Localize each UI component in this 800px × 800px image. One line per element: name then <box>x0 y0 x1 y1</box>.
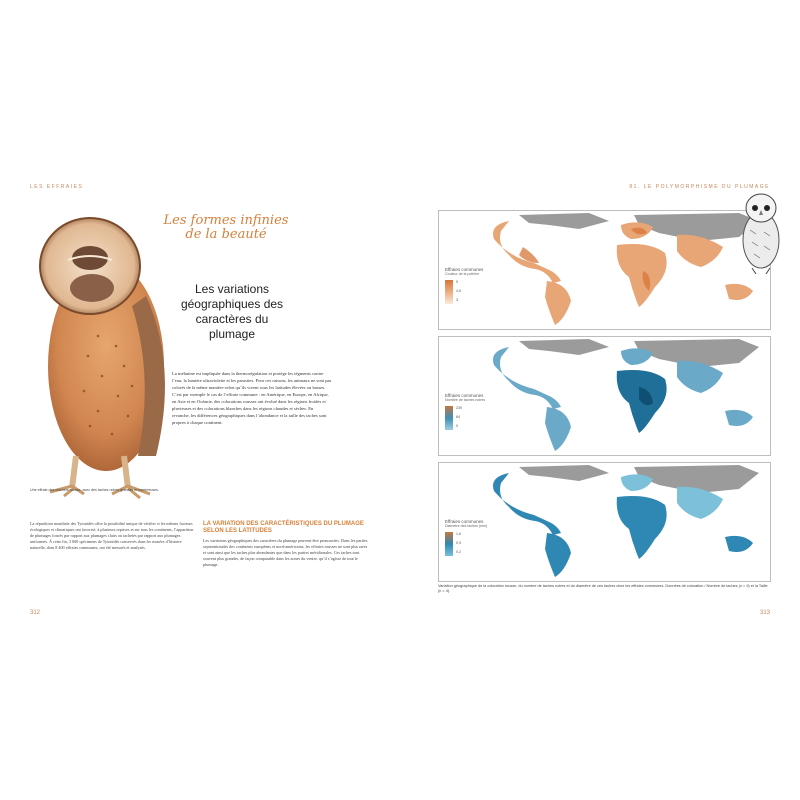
figure-caption: Variation géographique de la coloration rousse, du nombre de taches noires et du diamètre de ces taches chez les effraies communes. Données de coloration / Nombre de taches (n = 9) et la Taille (n = 4). <box>438 584 768 593</box>
legend-subtitle: Nombre de taches noires <box>445 398 486 402</box>
scale-tick: 0 <box>456 424 458 428</box>
scale-tick: 5 <box>456 280 458 284</box>
owl-sketch-illustration <box>734 190 788 274</box>
color-scale <box>445 280 461 304</box>
scale-tick: 0,9 <box>456 541 461 545</box>
map-legend <box>445 393 525 430</box>
barn-owl-illustration <box>28 206 188 506</box>
map-panel-spot-diameter <box>438 462 771 582</box>
page-heading: Les variations géographiques des caractères du plumage <box>180 282 284 341</box>
map-legend <box>445 519 525 556</box>
legend-subtitle: Diamètre des taches (mm) <box>445 524 488 528</box>
legend-title: Effraies communes <box>445 519 484 524</box>
map-legend <box>445 267 525 304</box>
legend-title: Effraies communes <box>445 267 484 272</box>
script-title: Les formes infinies de la beauté <box>163 213 289 242</box>
owl-caption: Une effraie des clochers rousse, avec des taches noires grandes et nombreuses. <box>30 488 159 492</box>
body-column-2: Les variations géographiques des caractères du plumage peuvent être prononcées. Dans les parties septentrionales des continents européens et nord-américains, les effraies rousses ne sont plus rares et sont ainsi que les taches plus abondantes que dans les parties méridionales. Ces taches sont souvent plus grandes, de façon comparable dans les zones du ventre, qu’il s’agisse de tout le plumage. <box>203 538 368 567</box>
book-spread <box>22 178 778 618</box>
scale-tick: 1,6 <box>456 532 461 536</box>
page-number-left: 312 <box>30 610 41 616</box>
body-column-1: La répartition mondiale des Tytonidés offre la possibilité unique de vérifier si les mêmes facteurs écologiques et climatiques ont favorisé, à plusieurs reprises et sur tous les continents, l’apparition de plumages foncés par rapport aux plumages clairs ou tachetés par rapport aux plumages uniformes. À cette fin, 3 000 spécimens de Tytonidés conservés dans les musées d’histoire naturelle, dont 8 400 effraies communes, ont été mesurés et analysés. <box>30 521 194 550</box>
scale-tick: 4,5 <box>456 289 461 293</box>
color-scale <box>445 406 462 430</box>
scale-tick: 3 <box>456 298 458 302</box>
scale-tick: 239 <box>456 406 462 410</box>
running-head-left: LES EFFRAIES <box>30 184 84 190</box>
intro-paragraph: La mélanine est impliquée dans la thermorégulation et protège les tégments contre l’eau, la lumière ultraviolette et les parasites. Pour ces raisons, les animaux ne sont pas colorés de la même manière selon qu’ils vivent sous les latitudes élevées ou basses. C’est par exemple le cas de l’effraie commune : en Amérique, en Europe, en Afrique, en Asie et en Océanie, des colorations rousses ont évolué dans les régions froides et pluvieuses et des colorations blanches dans les régions chaudes et sèches. En revanche, les différences géographiques dans l’abondance et la taille des taches sont propres à chaque continent. <box>172 371 332 425</box>
map-panel-spot-number <box>438 336 771 456</box>
scale-tick: 0,2 <box>456 550 461 554</box>
section-subheading: LA VARIATION DES CARACTÉRISTIQUES DU PLUMAGE SELON LES LATITUDES <box>203 521 364 534</box>
legend-subtitle: Couleur de la poitrine <box>445 272 480 276</box>
page-number-right: 313 <box>759 610 770 616</box>
map-panel-breast-color <box>438 210 771 330</box>
running-head-right: 81. LE POLYMORPHISME DU PLUMAGE <box>629 184 770 190</box>
scale-tick: 64 <box>456 415 460 419</box>
legend-title: Effraies communes <box>445 393 484 398</box>
color-scale <box>445 532 461 556</box>
